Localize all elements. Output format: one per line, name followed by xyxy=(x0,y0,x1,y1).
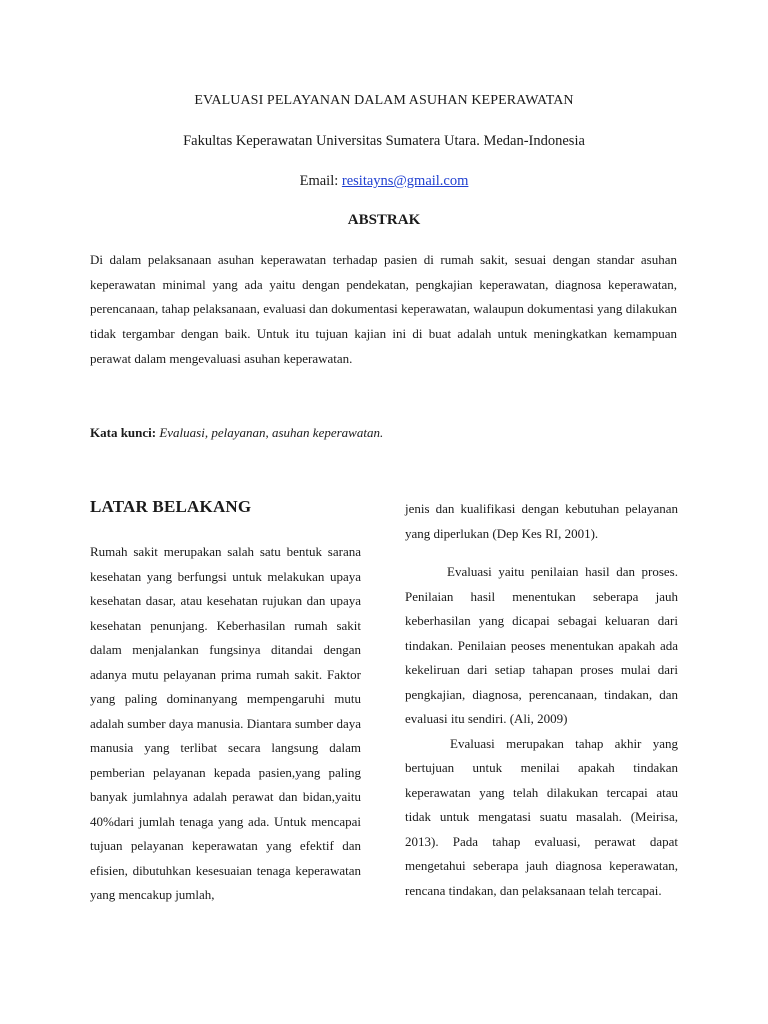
email-link[interactable]: resitayns@gmail.com xyxy=(341,173,469,189)
keywords-label: Kata kunci: xyxy=(90,425,157,440)
right-column xyxy=(405,497,678,903)
keywords-line xyxy=(90,421,677,445)
author-affiliation: Fakultas Keperawatan Universitas Sumatera Utara. Medan-Indonesia xyxy=(183,133,585,149)
abstract-heading: ABSTRAK xyxy=(347,212,421,228)
right-column-paragraph-1: jenis dan kualifikasi dengan kebutuhan pelayanan yang diperlukan (Dep Kes RI, 2001). xyxy=(405,501,678,541)
section-heading-latar-belakang: LATAR BELAKANG xyxy=(90,497,252,516)
email-label: Email: xyxy=(299,173,342,189)
left-column-text: Rumah sakit merupakan salah satu bentuk sarana kesehatan yang berfungsi untuk melakukan upaya kesehatan dasar, atau kesehatan rujukan dan upaya kesehatan penunjang. Keberhasilan rumah sakit dalam menjalankan fungsinya ditandai dengan adanya mutu pelayanan prima rumah sakit. Faktor yang paling dominanyang mempengaruhi mutu adalah sumber daya manusia. Diantara sumber daya manusia yang terlibat secara langsung dalam pemberian pelayanan kepada pasien,yang paling banyak jumlahnya adalah perawat dan bidan,yaitu 40%dari jumlah tenaga yang ada. Untuk mencapai tujuan pelayanan keperawatan yang efektif dan efisien, dibutuhkan kesesuaian tenaga keperawatan yang mencakup jumlah, xyxy=(90,544,361,902)
right-column-paragraph-2: Evaluasi yaitu penilaian hasil dan proses. Penilaian hasil menentukan seberapa jauh keberhasilan yang dicapai sebagai keluaran dari tindakan. Penilaian peoses menentukan apakah ada kekeliruan dari setiap tahapan proses mulai dari pengkajian, diagnosa, perencanaan, tindakan, dan evaluasi itu sendiri. (Ali, 2009) xyxy=(405,564,678,726)
email-line xyxy=(0,173,768,190)
keywords-text: Evaluasi, pelayanan, asuhan keperawatan. xyxy=(159,425,384,440)
paper-title: EVALUASI PELAYANAN DALAM ASUHAN KEPERAWATAN xyxy=(194,93,574,108)
abstract-text: Di dalam pelaksanaan asuhan keperawatan terhadap pasien di rumah sakit, sesuai dengan standar asuhan keperawatan minimal yang ada yaitu dengan pendekatan, pengkajian keperawatan, diagnosa keperawatan, perencanaan, tahap pelaksanaan, evaluasi dan dokumentasi keperawatan, walaupun dokumentasi yang dilakukan tidak tergambar dengan baik. Untuk itu tujuan kajian ini di buat adalah untuk meningkatkan kemampuan perawat dalam mengevaluasi asuhan keperawatan. xyxy=(90,252,677,366)
right-column-paragraph-3: Evaluasi merupakan tahap akhir yang bertujuan untuk menilai apakah tindakan keperawatan yang telah dilakukan tercapai atau tidak untuk mengatasi suatu masalah. (Meirisa, 2013). Pada tahap evaluasi, perawat dapat mengetahui seberapa jauh diagnosa keperawatan, rencana tindakan, dan pelaksanaan telah tercapai. xyxy=(405,735,678,898)
